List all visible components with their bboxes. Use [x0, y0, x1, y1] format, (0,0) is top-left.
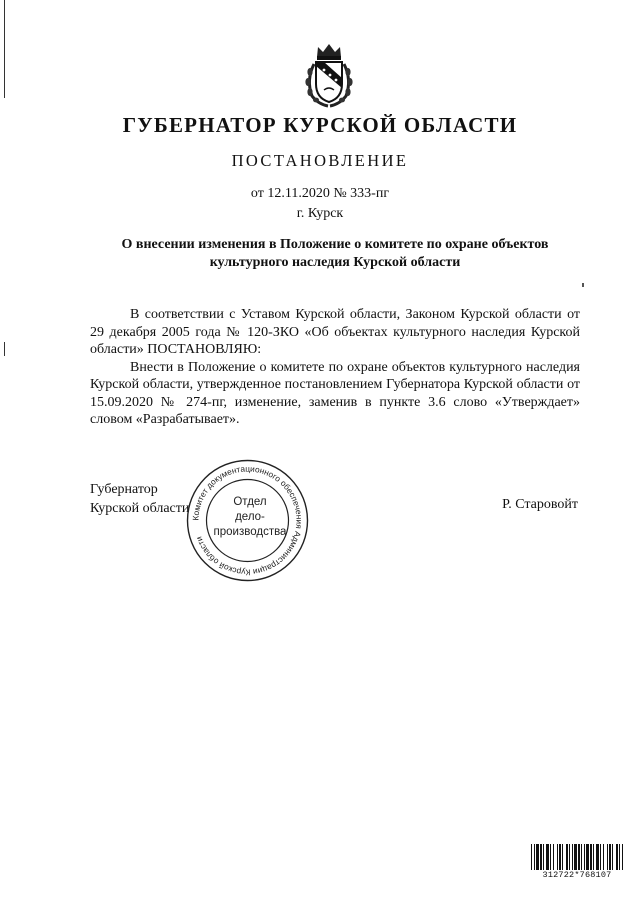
barcode-bar: [616, 844, 618, 870]
issuer-title: ГУБЕРНАТОР КУРСКОЙ ОБЛАСТИ: [122, 113, 518, 137]
barcode-bar: [562, 844, 563, 870]
body-paragraph: Внести в Положение о комитете по охране объектов культурного наследия Курской области, утвержденное постановлением Губернатора Курской области от 15.09.2020 № 274-пг, изменение, заменив в пункте 3.6 слово «Утверждает» словом «Разрабатывает».: [90, 359, 580, 427]
barcode-bar: [619, 844, 620, 870]
signatory-title-line: Курской области: [90, 501, 190, 516]
barcode-bar: [574, 844, 577, 870]
subject-line: О внесении изменения в Положение о комитете по охране объектов: [121, 237, 549, 252]
barcode-bar: [534, 844, 535, 870]
barcode-bar: [536, 844, 539, 870]
barcode-bar: [540, 844, 542, 870]
stamp-line: дело-: [235, 511, 265, 523]
barcode-bar: [531, 844, 532, 870]
document-date-number: от 12.11.2020 № 333-пг: [250, 186, 390, 201]
barcode-bar: [550, 844, 551, 870]
signatory-title: [90, 480, 189, 518]
stamp-center-text: [205, 495, 295, 540]
subject-line: культурного наследия Курской области: [209, 255, 461, 270]
barcode-bar: [572, 844, 573, 870]
barcode-bar: [612, 844, 613, 870]
barcode-bar: [569, 844, 570, 870]
stamp-ring-text: Комитет документационного обеспечения Администрации Курской области: [190, 463, 305, 578]
barcode-bar: [607, 844, 608, 870]
barcode-bar: [543, 844, 544, 870]
kursk-coat-of-arms-icon: [304, 42, 354, 108]
scan-speck: [582, 283, 584, 287]
signatory-title-line: Губернатор: [90, 482, 158, 497]
document-subject: [90, 236, 580, 272]
barcode-bar: [578, 844, 580, 870]
stamp-line: Отдел: [233, 496, 267, 508]
scan-edge-mark: [4, 342, 5, 356]
barcode-bar: [546, 844, 549, 870]
barcode-bar: [622, 844, 623, 870]
document-type: ПОСТАНОВЛЕНИЕ: [231, 151, 409, 170]
barcode-bar: [593, 844, 594, 870]
barcode-bar: [559, 844, 561, 870]
barcode-bar: [553, 844, 554, 870]
document-place: г. Курск: [296, 206, 344, 221]
barcode-bar: [584, 844, 585, 870]
barcode-bar: [590, 844, 592, 870]
barcode-bar: [609, 844, 611, 870]
barcode-bar: [581, 844, 582, 870]
barcode-bar: [586, 844, 589, 870]
document-body: [90, 306, 580, 429]
barcode-bar: [600, 844, 601, 870]
barcode-number: 312722*768107: [530, 870, 624, 880]
barcode-bar: [603, 844, 604, 870]
scan-edge-mark: [4, 0, 5, 98]
signatory-name: Р. Старовойт: [502, 497, 578, 512]
stamp-line: производства: [213, 526, 287, 538]
barcode-bar: [596, 844, 599, 870]
body-paragraph: В соответствии с Уставом Курской области, Законом Курской области от 29 декабря 2005 года № 120-ЗКО «Об объектах культурного наследия Курской области» ПОСТАНОВЛЯЮ:: [90, 307, 580, 357]
barcode-bar: [566, 844, 568, 870]
barcode-bar: [557, 844, 558, 870]
